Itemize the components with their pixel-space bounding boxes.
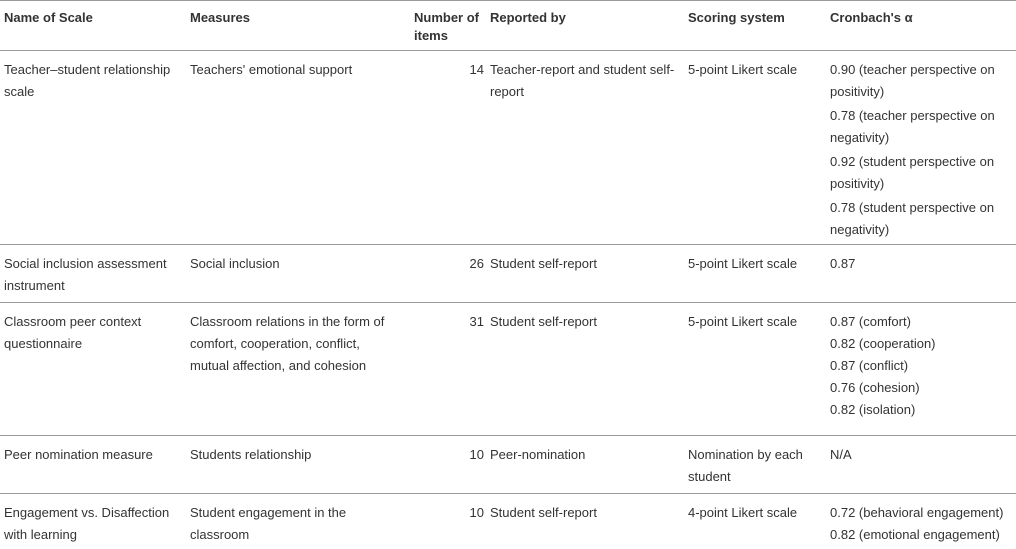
header-cronbachs-alpha: Cronbach's α xyxy=(830,10,913,25)
row-reported-by: Peer-nomination xyxy=(490,447,586,462)
alpha-value: 0.92 (student perspective on positivity) xyxy=(830,154,995,191)
row-scale-name: Social inclusion assessment instrument xyxy=(4,256,167,293)
header-number-of-items: Number of items xyxy=(414,10,479,43)
row-reported-by: Teacher-report and student self-report xyxy=(490,62,675,99)
row-scoring-system: 4-point Likert scale xyxy=(688,505,798,520)
row-reported-by: Student self-report xyxy=(490,505,597,520)
row-number-of-items: 26 xyxy=(469,256,484,271)
header-scoring-system: Scoring system xyxy=(688,10,785,25)
table-row xyxy=(0,494,1016,549)
table-row xyxy=(0,51,1016,245)
header-measures: Measures xyxy=(190,10,250,25)
row-number-of-items: 14 xyxy=(469,62,484,77)
alpha-value: 0.87 (conflict) xyxy=(830,358,909,373)
row-number-of-items: 10 xyxy=(469,447,484,462)
alpha-value: 0.90 (teacher perspective on positivity) xyxy=(830,62,995,99)
row-measures: Classroom relations in the form of comfort, cooperation, conflict, mutual affection, and cohesion xyxy=(190,314,385,373)
row-number-of-items: 10 xyxy=(469,505,484,520)
alpha-value: 0.82 (emotional engagement) xyxy=(830,527,1000,542)
header-name-of-scale: Name of Scale xyxy=(4,10,93,25)
row-measures: Teachers' emotional support xyxy=(190,62,353,77)
table-row xyxy=(0,436,1016,494)
row-cronbachs-alpha xyxy=(830,311,1016,421)
alpha-value: N/A xyxy=(830,447,852,462)
alpha-value: 0.72 (behavioral engagement) xyxy=(830,505,1004,520)
table-row xyxy=(0,303,1016,436)
alpha-value: 0.78 (student perspective on negativity) xyxy=(830,200,995,237)
row-reported-by: Student self-report xyxy=(490,256,597,271)
alpha-value: 0.87 xyxy=(830,256,856,271)
table-row xyxy=(0,245,1016,303)
alpha-value: 0.78 (teacher perspective on negativity) xyxy=(830,108,995,145)
row-measures: Student engagement in the classroom xyxy=(190,505,347,542)
row-scoring-system: 5-point Likert scale xyxy=(688,62,798,77)
row-scoring-system: Nomination by each student xyxy=(688,447,803,484)
alpha-value: 0.87 (comfort) xyxy=(830,314,911,329)
row-scoring-system: 5-point Likert scale xyxy=(688,314,798,329)
row-cronbachs-alpha xyxy=(830,59,1016,241)
row-measures: Students relationship xyxy=(190,447,312,462)
alpha-value: 0.82 (isolation) xyxy=(830,402,916,417)
header-reported-by: Reported by xyxy=(490,10,566,25)
row-cronbachs-alpha xyxy=(830,253,1016,275)
alpha-value: 0.82 (cooperation) xyxy=(830,336,936,351)
alpha-value: 0.76 (cohesion) xyxy=(830,380,920,395)
table-header-row xyxy=(0,0,1016,51)
row-measures: Social inclusion xyxy=(190,256,280,271)
row-scale-name: Teacher–student relationship scale xyxy=(4,62,171,99)
row-cronbachs-alpha xyxy=(830,444,1016,466)
row-cronbachs-alpha xyxy=(830,502,1016,546)
row-scale-name: Engagement vs. Disaffection with learning xyxy=(4,505,170,542)
row-scale-name: Peer nomination measure xyxy=(4,447,153,462)
row-number-of-items: 31 xyxy=(469,314,484,329)
row-scoring-system: 5-point Likert scale xyxy=(688,256,798,271)
row-scale-name: Classroom peer context questionnaire xyxy=(4,314,142,351)
row-reported-by: Student self-report xyxy=(490,314,597,329)
